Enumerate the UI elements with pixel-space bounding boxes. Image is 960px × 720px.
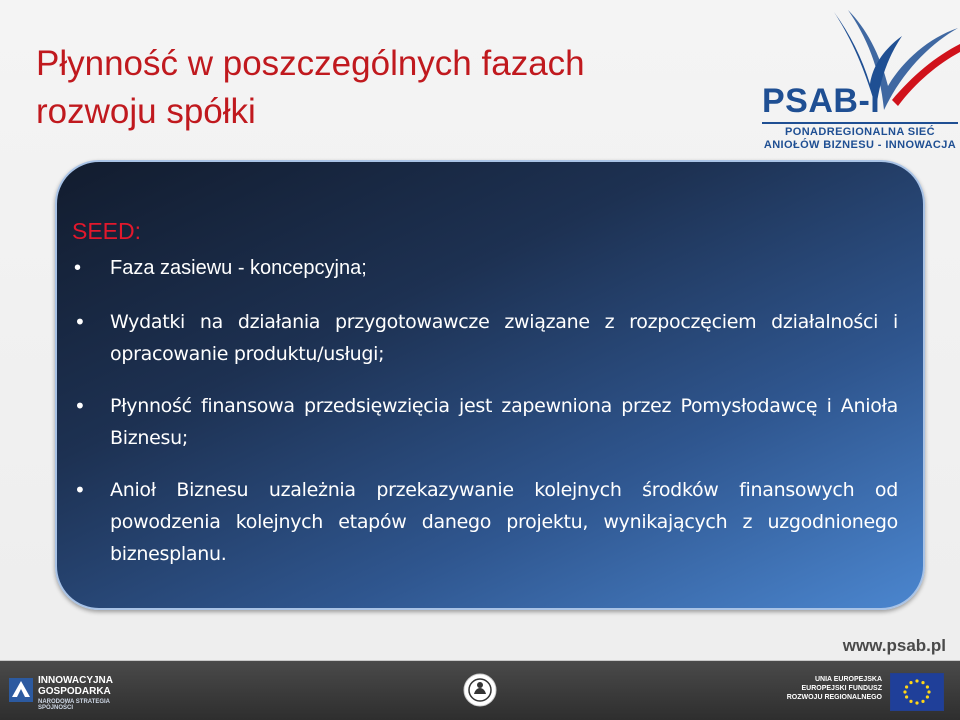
logo-divider bbox=[762, 122, 958, 124]
website-url: www.psab.pl bbox=[842, 636, 946, 655]
logo-name: PSAB-I bbox=[762, 82, 881, 120]
eu-line-2: EUROPEJSKI FUNDUSZ bbox=[801, 685, 882, 692]
footer-bar bbox=[0, 661, 960, 720]
left-logo-line-1: INNOWACYJNA bbox=[38, 675, 114, 686]
slide-title bbox=[36, 40, 716, 136]
logo-subtitle-line-2: ANIOŁÓW BIZNESU - INNOWACJA bbox=[763, 139, 957, 151]
eu-text bbox=[744, 675, 882, 702]
eu-flag-icon bbox=[890, 673, 944, 711]
slide-title-line-1: Płynność w poszczególnych fazach bbox=[36, 44, 585, 83]
bullet-list bbox=[68, 252, 898, 570]
left-logo-line-2: GOSPODARKA bbox=[38, 686, 111, 697]
innovative-economy-mark-icon bbox=[8, 677, 34, 703]
emblem-icon bbox=[462, 672, 498, 708]
innovative-economy-logo bbox=[8, 673, 138, 709]
bullet-item: • Płynność finansowa przedsięwzięcia jest zapewniona przez Pomysłodawcę i Anioła Biznesu; bbox=[68, 390, 898, 454]
bullet-item: • Wydatki na działania przygotowawcze związane z rozpoczęciem działalności i opracowanie produktu/usługi; bbox=[68, 306, 898, 370]
eu-line-3: ROZWOJU REGIONALNEGO bbox=[786, 694, 882, 701]
slide-title-line-2: rozwoju spółki bbox=[36, 92, 256, 131]
logo-subtitle-line-1: PONADREGIONALNA SIEĆ bbox=[785, 126, 935, 138]
section-label: SEED: bbox=[72, 218, 142, 244]
eu-line-1: UNIA EUROPEJSKA bbox=[814, 676, 882, 683]
left-logo-line-3: NARODOWA STRATEGIA SPÓJNOŚCI bbox=[38, 699, 110, 711]
bullet-item: • Faza zasiewu - koncepcyjna; bbox=[68, 252, 898, 284]
eu-logo bbox=[744, 671, 944, 711]
bullet-item: • Anioł Biznesu uzależnia przekazywanie kolejnych środków finansowych od powodzenia kolejnych etapów danego projektu, wynikających z uzgodnionego biznesplanu. bbox=[68, 474, 898, 570]
psab-logo bbox=[752, 6, 960, 156]
